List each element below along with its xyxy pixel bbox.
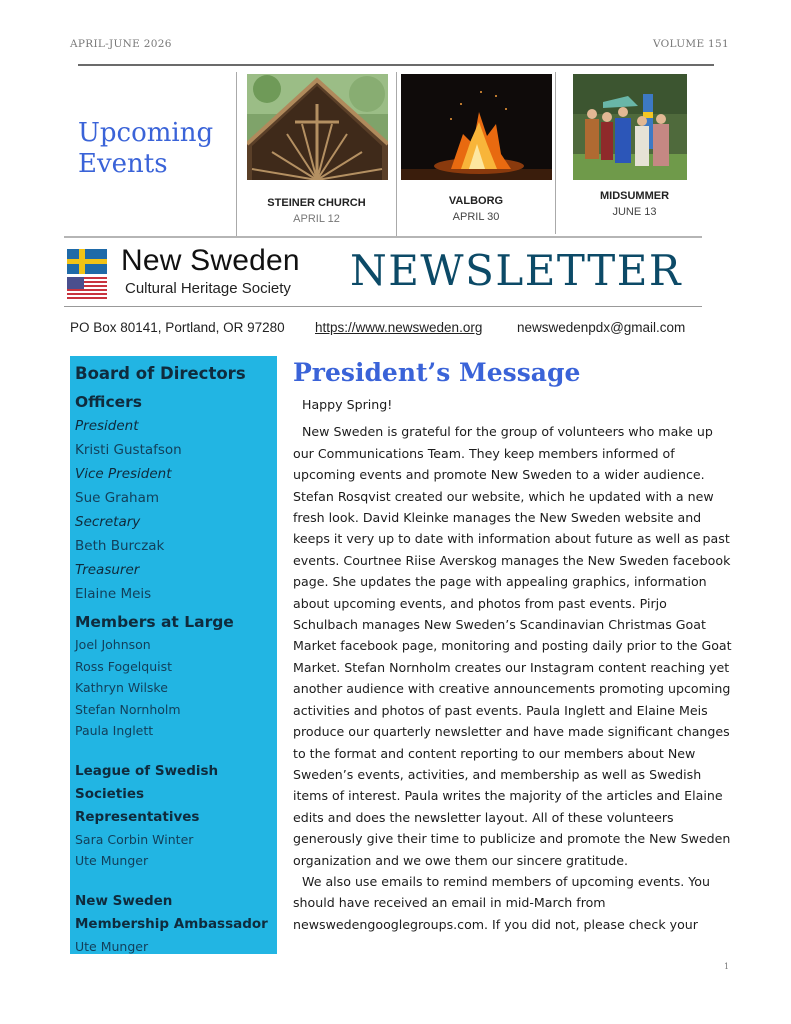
heading-line-2: Events: [78, 149, 168, 179]
board-of-directors-sidebar: [70, 356, 277, 954]
officer-role: President: [75, 418, 139, 434]
league-member-name: Sara Corbin Winter: [75, 831, 194, 847]
ambassador-heading-line-1: New Sweden: [75, 892, 173, 909]
league-member-name: Ute Munger: [75, 853, 149, 868]
officer-name: Elaine Meis: [75, 586, 152, 602]
top-divider: [78, 64, 714, 66]
officers-heading: Officers: [75, 393, 143, 411]
member-name: Kathryn Wilske: [75, 680, 168, 695]
officer-role: Vice President: [75, 466, 172, 482]
article-greeting: Happy Spring!: [302, 397, 393, 412]
email-address[interactable]: newswedenpdx@gmail.com: [517, 320, 686, 335]
volume-number: VOLUME 151: [652, 38, 729, 50]
article-title: President’s Message: [293, 358, 581, 387]
usa-flag-icon: [67, 277, 107, 301]
page-number: 1: [724, 962, 730, 971]
officer-name: Beth Burczak: [75, 538, 165, 554]
events-divider: [64, 236, 702, 238]
event-card-valborg: [396, 72, 555, 236]
event-name: VALBORG: [448, 195, 504, 207]
members-at-large-heading: Members at Large: [75, 613, 234, 631]
upcoming-events-heading: [78, 118, 213, 180]
sidebar-title: Board of Directors: [75, 364, 246, 383]
newsletter-title: NEWSLETTER: [350, 246, 682, 295]
member-name: Ross Fogelquist: [75, 658, 173, 674]
event-name: MIDSUMMER: [599, 190, 670, 202]
league-heading-line-2: Societies Representatives: [75, 785, 200, 825]
event-date: APRIL 12: [293, 213, 340, 225]
ambassador-heading-line-2: Membership Ambassador: [75, 915, 268, 932]
issue-date: APRIL-JUNE 2026: [70, 38, 172, 50]
member-name: Paula Inglett: [75, 723, 154, 738]
officer-name: Kristi Gustafson: [75, 442, 182, 458]
org-name: New Sweden: [121, 244, 300, 277]
officer-name: Sue Graham: [75, 490, 159, 506]
event-date: JUNE 13: [612, 206, 657, 218]
member-name: Joel Johnson: [75, 637, 151, 652]
event-name: STEINER CHURCH: [267, 197, 366, 209]
event-card-steiner-church: [236, 72, 396, 236]
website-link[interactable]: https://www.newsweden.org: [315, 320, 483, 335]
article-paragraph: New Sweden is grateful for the group of volunteers who make up our Communications Team. They keep members informed of upcoming events and promote New Sweden to a wider audience. Stefan Rosqvist created our website, which he updated with a new fresh look. David Kleinke manages the New Sweden website and keeps it very up to date with information about future as well as past events. Courtnee Riise Averskog manages the New Sweden facebook page. She updates the page with appealing graphics, information about upcoming events, and photos from past events. Pirjo Schulbach manages New Sweden’s Scandinavian Christmas Goat Market facebook page, monitoring and posting daily prior to the Goat Market. Stefan Nornholm creates our Instagram content reaching yet another audience with creative announcements promoting upcoming activities and photos of past events. Paula Inglett and Elaine Meis produce our quarterly newsletter and have made significant changes to the format and content reporting to our members about New Sweden’s events, activities, and membership as well as Swedish items of interest. Paula writes the majority of the articles and Elaine edits and does the newsletter layout. All of these volunteers generously give their time to publicize and promote the New Sweden organization and we owe them our sincere gratitude.: [293, 424, 732, 868]
article-body: [293, 394, 733, 935]
event-card-midsummer: [555, 72, 713, 234]
ambassador-name: Ute Munger: [75, 938, 149, 954]
heading-line-1: Upcoming: [78, 118, 214, 148]
bonfire-photo: [401, 74, 552, 180]
member-name: Stefan Nornholm: [75, 701, 181, 717]
church-roof-photo: [247, 74, 388, 180]
midsummer-procession-photo: [573, 74, 687, 180]
officer-role: Treasurer: [75, 562, 140, 578]
event-date: APRIL 30: [452, 211, 500, 223]
org-subtitle: Cultural Heritage Society: [125, 280, 291, 297]
postal-address: PO Box 80141, Portland, OR 97280: [70, 320, 285, 335]
article-paragraph: We also use emails to remind members of upcoming events. You should have received an email in mid-March from newswedengooglegroups.com. If you did not, please check your: [293, 873, 710, 932]
masthead-divider: [64, 306, 702, 307]
league-heading-line-1: League of Swedish: [75, 762, 219, 779]
officer-role: Secretary: [75, 514, 141, 530]
sweden-flag-icon: [67, 249, 107, 274]
